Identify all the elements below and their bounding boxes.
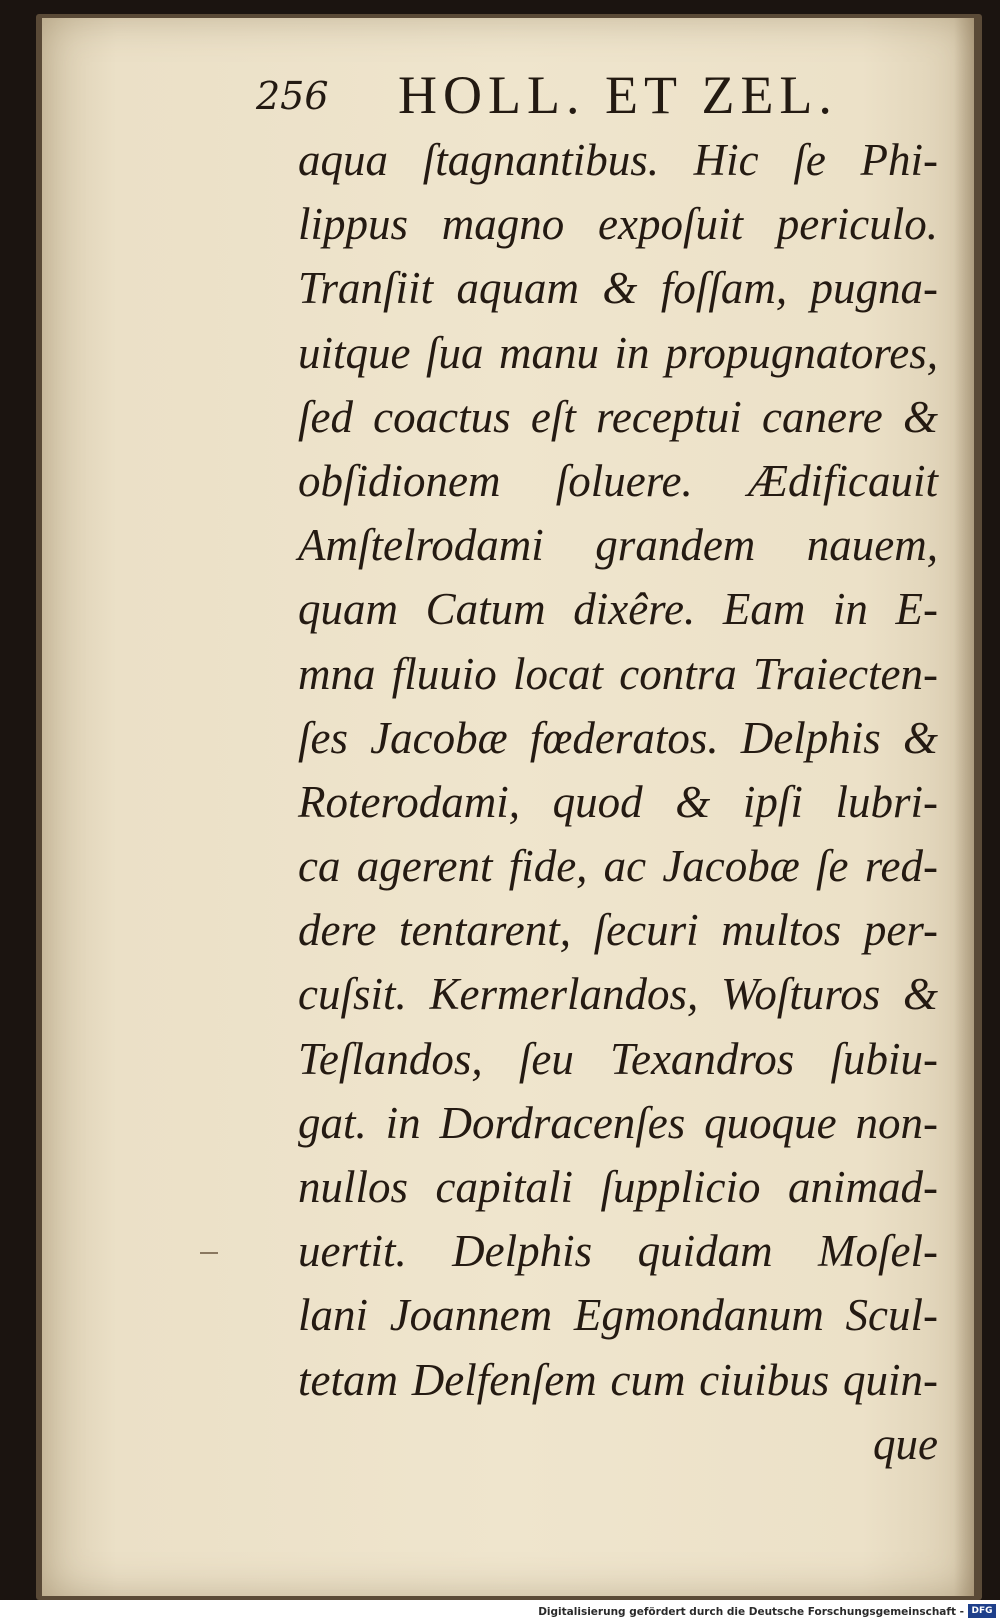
text-line: Amſtelrodami grandem nauem,	[298, 520, 938, 571]
digitization-credit: Digitalisierung gefördert durch die Deutsche Forschungsgemeinschaft -	[538, 1606, 964, 1618]
text-line: Roterodami, quod & ipſi lubri-	[298, 776, 938, 827]
text-line: ca agerent fide, ac Jacobæ ſe red-	[298, 841, 938, 892]
text-line: nullos capitali ſupplicio animad-	[298, 1162, 938, 1212]
text-line: Tranſiit aquam & foſſam, pugna-	[298, 263, 938, 314]
text-line: obſidionem ſoluere. Ædificauit	[298, 455, 938, 506]
running-head: HOLL. ET ZEL.	[398, 65, 838, 125]
text-line: cuſsit. Kermerlandos, Woſturos &	[298, 969, 938, 1020]
text-line: tetam Delfenſem cum ciuibus quin-	[298, 1354, 938, 1405]
dfg-logo-icon: DFG	[968, 1604, 996, 1618]
page-number: 256	[256, 74, 329, 118]
text-line: Teſlandos, ſeu Texandros ſubiu-	[298, 1033, 938, 1084]
footer-strip	[0, 1600, 1000, 1621]
text-line: lippus magno expoſuit periculo.	[298, 199, 938, 250]
body-text	[298, 128, 938, 1476]
catchword: que	[873, 1418, 938, 1469]
text-line: uertit. Delphis quidam Moſel-	[298, 1226, 938, 1277]
text-line: lani Joannem Egmondanum Scul-	[298, 1290, 938, 1341]
text-line: mna fluuio locat contra Traiecten-	[298, 648, 938, 699]
text-line: aqua ſtagnantibus. Hic ſe Phi-	[298, 135, 938, 185]
text-line: ſed coactus eſt receptui canere &	[298, 391, 938, 442]
margin-mark	[200, 1252, 218, 1254]
text-line: quam Catum dixêre. Eam in E-	[298, 584, 938, 635]
page-header	[256, 58, 876, 128]
page-gutter-shadow	[954, 18, 974, 1596]
text-line: ſes Jacobæ fœderatos. Delphis &	[298, 712, 938, 763]
text-line: dere tentarent, ſecuri multos per-	[298, 905, 938, 956]
text-line: gat. in Dordracenſes quoque non-	[298, 1097, 938, 1148]
text-line: uitque ſua manu in propugnatores,	[298, 327, 938, 378]
